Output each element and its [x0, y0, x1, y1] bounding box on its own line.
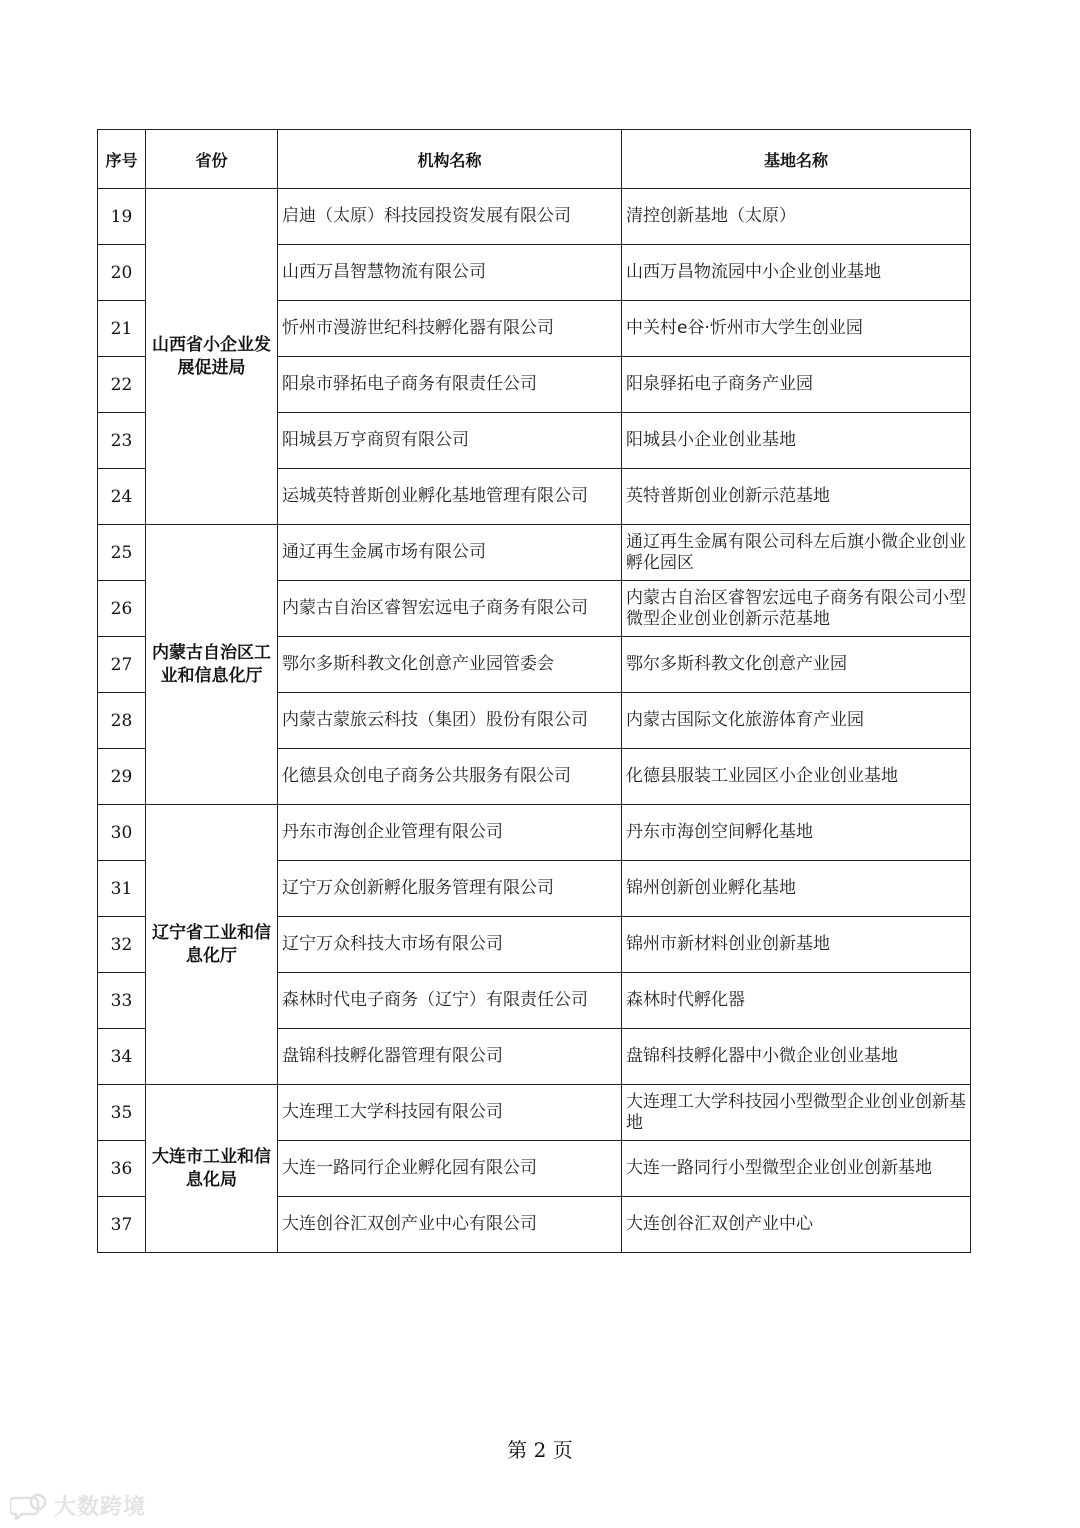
row-number: 21 — [98, 301, 146, 357]
row-number: 36 — [98, 1141, 146, 1197]
org-name-cell: 大连理工大学科技园有限公司 — [278, 1085, 622, 1141]
base-name-cell: 锦州创新创业孵化基地 — [622, 861, 971, 917]
base-name-cell: 通辽再生金属有限公司科左后旗小微企业创业孵化园区 — [622, 525, 971, 581]
row-number: 26 — [98, 581, 146, 637]
base-name-cell: 盘锦科技孵化器中小微企业创业基地 — [622, 1029, 971, 1085]
base-name-cell: 森林时代孵化器 — [622, 973, 971, 1029]
row-number: 37 — [98, 1197, 146, 1253]
row-number: 35 — [98, 1085, 146, 1141]
row-number: 20 — [98, 245, 146, 301]
base-name-cell: 阳城县小企业创业基地 — [622, 413, 971, 469]
row-number: 30 — [98, 805, 146, 861]
page-number: 第 2 页 — [507, 1438, 573, 1462]
org-name-cell: 化德县众创电子商务公共服务有限公司 — [278, 749, 622, 805]
row-number: 31 — [98, 861, 146, 917]
org-name-cell: 通辽再生金属市场有限公司 — [278, 525, 622, 581]
base-name-cell: 阳泉驿拓电子商务产业园 — [622, 357, 971, 413]
row-number: 23 — [98, 413, 146, 469]
org-name-cell: 盘锦科技孵化器管理有限公司 — [278, 1029, 622, 1085]
row-number: 25 — [98, 525, 146, 581]
row-number: 24 — [98, 469, 146, 525]
base-name-cell: 内蒙古国际文化旅游体育产业园 — [622, 693, 971, 749]
watermark-text: 大数跨境 — [54, 1495, 147, 1520]
row-number: 22 — [98, 357, 146, 413]
base-name-cell: 大连理工大学科技园小型微型企业创业创新基地 — [622, 1085, 971, 1141]
province-cell: 大连市工业和信息化局 — [146, 1085, 278, 1253]
base-name-cell: 锦州市新材料创业创新基地 — [622, 917, 971, 973]
base-name-cell: 大连创谷汇双创产业中心 — [622, 1197, 971, 1253]
province-cell: 内蒙古自治区工业和信息化厅 — [146, 525, 278, 805]
base-name-cell: 山西万昌物流园中小企业创业基地 — [622, 245, 971, 301]
org-name-cell: 辽宁万众创新孵化服务管理有限公司 — [278, 861, 622, 917]
org-name-cell: 内蒙古蒙旅云科技（集团）股份有限公司 — [278, 693, 622, 749]
base-name-cell: 中关村e谷·忻州市大学生创业园 — [622, 301, 971, 357]
province-cell: 辽宁省工业和信息化厅 — [146, 805, 278, 1085]
row-number: 27 — [98, 637, 146, 693]
table-header-row — [98, 130, 971, 189]
org-name-cell: 运城英特普斯创业孵化基地管理有限公司 — [278, 469, 622, 525]
row-number: 29 — [98, 749, 146, 805]
header-province: 省份 — [146, 130, 278, 189]
org-name-cell: 启迪（太原）科技园投资发展有限公司 — [278, 189, 622, 245]
row-number: 19 — [98, 189, 146, 245]
org-name-cell: 内蒙古自治区睿智宏远电子商务有限公司 — [278, 581, 622, 637]
org-name-cell: 山西万昌智慧物流有限公司 — [278, 245, 622, 301]
org-name-cell: 阳城县万亨商贸有限公司 — [278, 413, 622, 469]
row-number: 28 — [98, 693, 146, 749]
table-row — [98, 525, 971, 581]
speech-bubble-logo-icon — [10, 1492, 48, 1520]
watermark — [10, 1490, 146, 1521]
row-number: 33 — [98, 973, 146, 1029]
org-name-cell: 森林时代电子商务（辽宁）有限责任公司 — [278, 973, 622, 1029]
base-name-cell: 化德县服装工业园区小企业创业基地 — [622, 749, 971, 805]
table-row — [98, 189, 971, 245]
org-name-cell: 大连创谷汇双创产业中心有限公司 — [278, 1197, 622, 1253]
base-name-cell: 内蒙古自治区睿智宏远电子商务有限公司小型微型企业创业创新示范基地 — [622, 581, 971, 637]
org-name-cell: 辽宁万众科技大市场有限公司 — [278, 917, 622, 973]
header-no: 序号 — [98, 130, 146, 189]
row-number: 34 — [98, 1029, 146, 1085]
org-name-cell: 鄂尔多斯科教文化创意产业园管委会 — [278, 637, 622, 693]
base-name-cell: 英特普斯创业创新示范基地 — [622, 469, 971, 525]
table-row — [98, 1085, 971, 1141]
org-name-cell: 丹东市海创企业管理有限公司 — [278, 805, 622, 861]
header-base: 基地名称 — [622, 130, 971, 189]
header-org: 机构名称 — [278, 130, 622, 189]
org-name-cell: 阳泉市驿拓电子商务有限责任公司 — [278, 357, 622, 413]
base-name-cell: 清控创新基地（太原） — [622, 189, 971, 245]
base-name-cell: 大连一路同行小型微型企业创业创新基地 — [622, 1141, 971, 1197]
row-number: 32 — [98, 917, 146, 973]
base-name-cell: 鄂尔多斯科教文化创意产业园 — [622, 637, 971, 693]
org-name-cell: 忻州市漫游世纪科技孵化器有限公司 — [278, 301, 622, 357]
table-body — [98, 189, 971, 1253]
table-row — [98, 805, 971, 861]
institution-base-table — [97, 129, 971, 1253]
base-name-cell: 丹东市海创空间孵化基地 — [622, 805, 971, 861]
org-name-cell: 大连一路同行企业孵化园有限公司 — [278, 1141, 622, 1197]
province-cell: 山西省小企业发展促进局 — [146, 189, 278, 525]
